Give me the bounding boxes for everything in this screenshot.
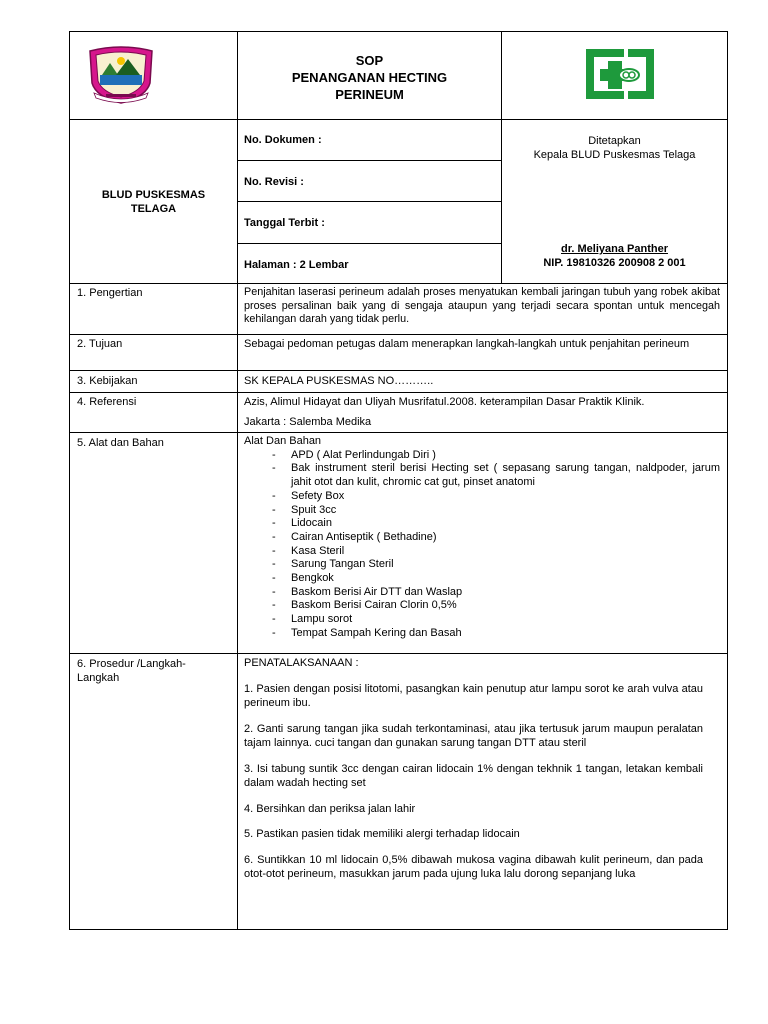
sop-label: SOP [355, 53, 384, 68]
tujuan-text: Sebagai pedoman petugas dalam menerapkan langkah-langkah untuk penjahitan perineum [244, 338, 690, 350]
prosedur-label-line-2: Langkah [77, 672, 120, 684]
alat-item: - APD ( Alat Perlindungab Diri ) [244, 449, 720, 463]
org-line-1: BLUD PUSKESMAS [101, 189, 206, 201]
prosedur-label [77, 657, 186, 685]
regency-emblem-logo [86, 45, 156, 105]
referensi-line-2: Jakarta : Salemba Medika [244, 416, 372, 428]
procedure-step: 4. Bersihkan dan periksa jalan lahir [244, 802, 416, 815]
signatory-name: dr. Meliyana Panther [561, 243, 668, 255]
alat-item: - Tempat Sampah Kering dan Basah [244, 627, 720, 641]
alat-item: - Baskom Berisi Air DTT dan Waslap [244, 586, 720, 600]
pengertian-label: 1. Pengertian [77, 287, 143, 299]
alat-item: - Baskom Berisi Cairan Clorin 0,5% [244, 599, 720, 613]
halaman-field: Halaman : 2 Lembar [244, 259, 349, 271]
alat-item: - Kasa Steril [244, 545, 720, 559]
alat-label: 5. Alat dan Bahan [77, 437, 164, 449]
organization-name [70, 188, 237, 216]
puskesmas-cross-logo [582, 45, 658, 103]
kebijakan-label: 3. Kebijakan [77, 375, 138, 387]
title-line-2: PERINEUM [335, 87, 404, 102]
procedure-step: 2. Ganti sarung tangan jika sudah terkontaminasi, atau jika tertusuk jarum maupun peralatan tajam lainnya. cuci tangan dan gunakan sarung tangan DTT atau steril [244, 722, 703, 749]
alat-content [244, 435, 720, 641]
tanggal-terbit-field: Tanggal Terbit : [244, 217, 325, 229]
referensi-text [244, 395, 720, 429]
tujuan-label: 2. Tujuan [77, 338, 123, 350]
alat-item: - Cairan Antiseptik ( Bethadine) [244, 531, 720, 545]
alat-item: - Bak instrument steril berisi Hecting set ( sepasang sarung tangan, naldpoder, jarum jahit otot dan kulit, chromic cat gut, pinset anatomi [244, 462, 720, 489]
alat-list [244, 449, 720, 641]
signatory-nip: NIP. 19810326 200908 2 001 [543, 257, 686, 269]
procedure-step: 6. Suntikkan 10 ml lidocain 0,5% dibawah mukosa vagina dibawah kulit perineum, dan pada otot-otot perineum, masukkan jarum pada ujung luka lalu dorong sepanjang luka [244, 853, 703, 880]
referensi-label: 4. Referensi [77, 396, 137, 408]
approval-line-2: Kepala BLUD Puskesmas Telaga [533, 149, 696, 161]
document-title [238, 52, 501, 103]
signatory-block [502, 242, 727, 270]
alat-item: - Sarung Tangan Steril [244, 558, 720, 572]
title-line-1: PENANGANAN HECTING [291, 70, 448, 85]
alat-item: - Lampu sorot [244, 613, 720, 627]
pengertian-text: Penjahitan laserasi perineum adalah proses menyatukan kembali jaringan tubuh yang robek akibat proses persalinan baik yang di sengaja ataupun yang terjadi secara spontan untuk mencegah kehilangan darah yang tidak perlu. [244, 286, 720, 325]
prosedur-heading: PENATALAKSANAAN : [244, 657, 359, 669]
alat-item: - Lidocain [244, 517, 720, 531]
alat-item: - Sefety Box [244, 490, 720, 504]
org-line-2: TELAGA [130, 203, 177, 215]
alat-item: - Bengkok [244, 572, 720, 586]
procedure-step: 3. Isi tabung suntik 3cc dengan cairan lidocain 1% dengan tekhnik 1 tangan, letakan kembali dalam wadah hecting set [244, 762, 703, 789]
approval-line-1: Ditetapkan [588, 135, 641, 147]
procedure-step: 1. Pasien dengan posisi litotomi, pasangkan kain penutup atur lampu sorot ke arah vulva atau perineum ibu. [244, 682, 703, 709]
prosedur-label-line-1: 6. Prosedur /Langkah- [77, 658, 186, 670]
referensi-line-1: Azis, Alimul Hidayat dan Uliyah Musrifatul.2008. keterampilan Dasar Praktik Klinik. [244, 396, 645, 408]
no-dokumen-field: No. Dokumen : [244, 134, 322, 146]
kebijakan-text: SK KEPALA PUSKESMAS NO……….. [244, 375, 434, 387]
alat-item: - Spuit 3cc [244, 504, 720, 518]
alat-heading: Alat Dan Bahan [244, 435, 322, 447]
procedure-step: 5. Pastikan pasien tidak memiliki alergi terhadap lidocain [244, 828, 520, 840]
approval-block [502, 134, 727, 162]
no-revisi-field: No. Revisi : [244, 176, 304, 188]
prosedur-content [244, 656, 703, 882]
